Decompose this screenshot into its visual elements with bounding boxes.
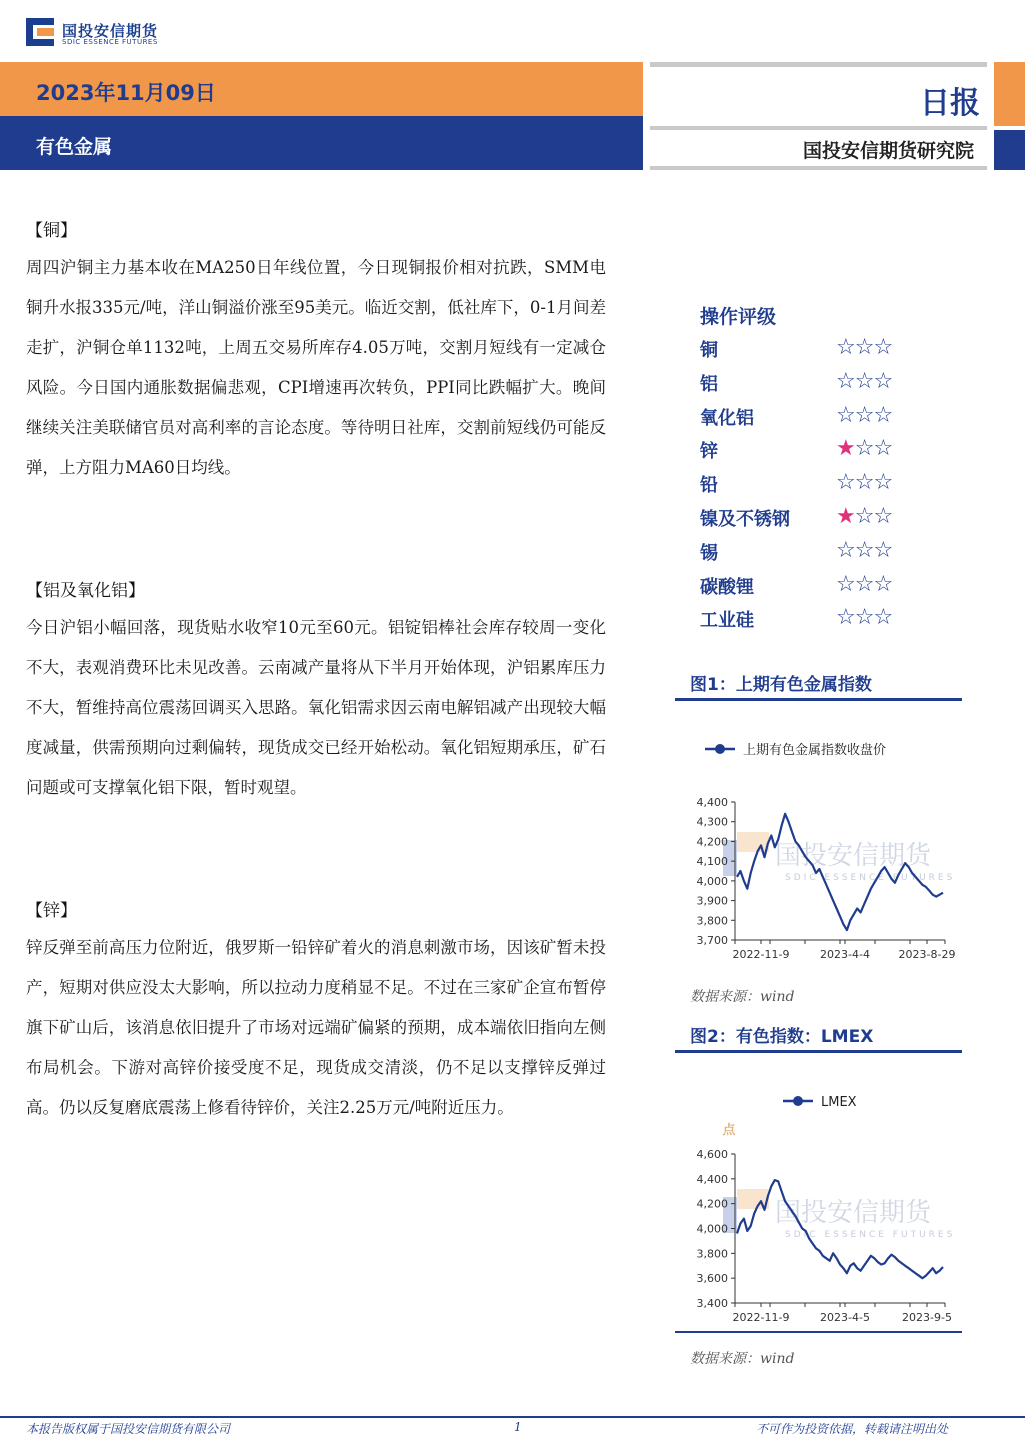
figure-rule <box>675 698 962 701</box>
x-tick-label: 2023-9-5 <box>902 1311 952 1324</box>
rating-name: 铅 <box>700 475 718 496</box>
y-tick-label: 4,200 <box>696 1197 728 1211</box>
star-empty-icon: ☆ <box>854 470 874 495</box>
star-empty-icon: ☆ <box>854 436 874 461</box>
x-tick-label: 2023-4-4 <box>820 948 870 961</box>
footer-rule <box>0 1416 1025 1418</box>
section-body-copper: 周四沪铜主力基本收在MA250日年线位置，今日现铜报价相对抗跌，SMM电铜升水报335元/吨，洋山铜溢价涨至95美元。临近交割，低社库下，0-1月间差走扩，沪铜仓单1132吨，上周五交易所库存4.05万吨，交割月短线有一定减仓风险。今日国内通胀数据偏悲观，CPI增速再次转负，PPI同比跌幅扩大。晚间继续关注美联储官员对高利率的言论态度。等待明日社库，交割前短线仍可能反弹，上方阻力MA60日均线。 <box>26 258 606 477</box>
y-tick-label: 3,700 <box>696 934 728 947</box>
y-tick-label: 4,000 <box>696 1222 728 1236</box>
star-empty-icon: ☆ <box>854 403 874 428</box>
star-empty-icon: ☆ <box>854 605 874 630</box>
chart-lmex-index <box>675 1057 965 1337</box>
star-empty-icon: ☆ <box>873 504 893 529</box>
rating-stars <box>836 371 892 393</box>
rating-name: 工业硅 <box>700 610 754 631</box>
star-empty-icon: ☆ <box>854 538 874 563</box>
star-empty-icon: ☆ <box>873 605 893 630</box>
y-tick-label: 4,300 <box>696 815 728 829</box>
rating-stars <box>836 574 892 596</box>
y-tick-label: 4,400 <box>696 796 728 809</box>
series-line <box>737 814 943 930</box>
star-empty-icon: ☆ <box>873 369 893 394</box>
watermark-english-text: SDIC ESSENCE FUTURES <box>785 1230 956 1240</box>
y-tick-label: 4,400 <box>696 1172 728 1186</box>
rating-name: 碳酸锂 <box>700 577 754 598</box>
star-empty-icon: ☆ <box>836 538 855 563</box>
star-empty-icon: ☆ <box>873 403 893 428</box>
x-tick-label: 2022-11-9 <box>732 1311 790 1324</box>
report-date: 2023年11月09日 <box>36 81 216 105</box>
watermark-english-text: SDIC ESSENCE FUTURES <box>785 873 956 883</box>
y-axis-label: 点 <box>722 1123 736 1138</box>
star-filled-icon: ★ <box>836 436 855 461</box>
star-empty-icon: ☆ <box>836 605 855 630</box>
section-title-zinc: 【锌】 <box>26 901 77 921</box>
chart-shfe-nonferrous-index <box>675 705 965 975</box>
rating-stars <box>836 405 892 427</box>
legend-marker <box>793 1096 803 1106</box>
star-filled-icon: ★ <box>836 504 855 529</box>
y-tick-label: 3,800 <box>696 914 728 928</box>
section-body-aluminum: 今日沪铝小幅回落，现货贴水收窄10元至60元。铝锭铝棒社会库存较周一变化不大，表观消费环比未见改善。云南减产量将从下半月开始体现，沪铝累库压力不大，暂维持高位震荡回调买入思路。氧化铝需求因云南电解铝减产出现较大幅度减量，供需预期向过剩偏转，现货成交已经开始松动。氧化铝短期承压，矿石问题或可支撑氧化铝下限，暂时观望。 <box>26 618 606 797</box>
institute-name: 国投安信期货研究院 <box>802 140 974 162</box>
rating-name: 镍及不锈钢 <box>700 509 790 530</box>
star-empty-icon: ☆ <box>873 538 893 563</box>
rating-name: 锡 <box>700 543 718 564</box>
rating-stars <box>836 438 892 460</box>
legend-label: LMEX <box>821 1095 857 1110</box>
star-empty-icon: ☆ <box>836 572 855 597</box>
figure-rule <box>675 1331 962 1333</box>
x-tick-label: 2022-11-9 <box>732 948 790 961</box>
legend-label: 上期有色金属指数收盘价 <box>743 743 887 758</box>
x-tick-label: 2023-8-29 <box>898 948 956 961</box>
y-tick-label: 4,200 <box>696 835 728 849</box>
y-tick-label: 3,400 <box>696 1297 728 1310</box>
star-empty-icon: ☆ <box>836 470 855 495</box>
legend-marker <box>715 744 725 754</box>
rating-name: 铜 <box>700 340 718 361</box>
logo-text: 国投安信期货 <box>62 22 159 40</box>
rating-stars <box>836 540 892 562</box>
watermark-text: 国投安信期货 <box>775 1198 932 1228</box>
watermark-logo-icon <box>737 832 769 852</box>
star-empty-icon: ☆ <box>873 572 893 597</box>
watermark-text: 国投安信期货 <box>775 841 932 871</box>
header-divider <box>650 62 987 67</box>
rating-name: 锌 <box>700 441 718 462</box>
header-divider <box>650 126 987 130</box>
x-tick-label: 2023-4-5 <box>820 1311 870 1324</box>
figure-source: 数据来源：wind <box>690 989 795 1005</box>
star-empty-icon: ☆ <box>854 335 874 360</box>
y-tick-label: 3,800 <box>696 1247 728 1261</box>
header-accent-block <box>994 62 1025 126</box>
star-empty-icon: ☆ <box>836 369 855 394</box>
rating-stars <box>836 337 892 359</box>
section-title-aluminum: 【铝及氧化铝】 <box>26 581 145 601</box>
star-empty-icon: ☆ <box>854 369 874 394</box>
figure-title: 图2：有色指数：LMEX <box>690 1027 874 1047</box>
figure-title: 图1：上期有色金属指数 <box>690 675 872 695</box>
star-empty-icon: ☆ <box>873 470 893 495</box>
y-tick-label: 3,600 <box>696 1272 728 1286</box>
header-accent-block <box>994 130 1025 170</box>
footer-copyright: 本报告版权属于国投安信期货有限公司 <box>26 1422 231 1436</box>
rating-stars <box>836 506 892 528</box>
star-empty-icon: ☆ <box>873 335 893 360</box>
rating-stars <box>836 472 892 494</box>
report-category: 有色金属 <box>36 136 113 158</box>
watermark-logo-icon <box>737 1189 769 1209</box>
report-type: 日报 <box>920 86 980 121</box>
y-tick-label: 4,100 <box>696 855 728 869</box>
y-tick-label: 3,900 <box>696 894 728 908</box>
figure-source: 数据来源：wind <box>690 1351 795 1367</box>
y-tick-label: 4,600 <box>696 1148 728 1161</box>
rating-name: 铝 <box>700 374 718 395</box>
star-empty-icon: ☆ <box>854 572 874 597</box>
star-empty-icon: ☆ <box>836 403 855 428</box>
figure-rule <box>675 1050 962 1053</box>
rating-name: 氧化铝 <box>700 408 754 429</box>
logo-english-text: SDIC ESSENCE FUTURES <box>62 38 158 46</box>
section-title-copper: 【铜】 <box>26 221 77 241</box>
footer-disclaimer: 不可作为投资依据，转载请注明出处 <box>756 1422 949 1436</box>
page-number: 1 <box>514 1420 522 1434</box>
rating-stars <box>836 607 892 629</box>
rating-title: 操作评级 <box>700 306 777 328</box>
section-body-zinc: 锌反弹至前高压力位附近，俄罗斯一铅锌矿着火的消息刺激市场，因该矿暂未投产，短期对供应没太大影响，所以拉动力度稍显不足。不过在三家矿企宣布暂停旗下矿山后，该消息依旧提升了市场对远端矿偏紧的预期，成本端依旧指向左侧布局机会。下游对高锌价接受度不足，现货成交清淡，仍不足以支撑锌反弹过高。仍以反复磨底震荡上修看待锌价，关注2.25万元/吨附近压力。 <box>26 938 606 1117</box>
star-empty-icon: ☆ <box>873 436 893 461</box>
header-divider <box>650 166 987 170</box>
star-empty-icon: ☆ <box>854 504 874 529</box>
y-tick-label: 4,000 <box>696 874 728 888</box>
company-logo-icon <box>26 18 54 46</box>
star-empty-icon: ☆ <box>836 335 855 360</box>
